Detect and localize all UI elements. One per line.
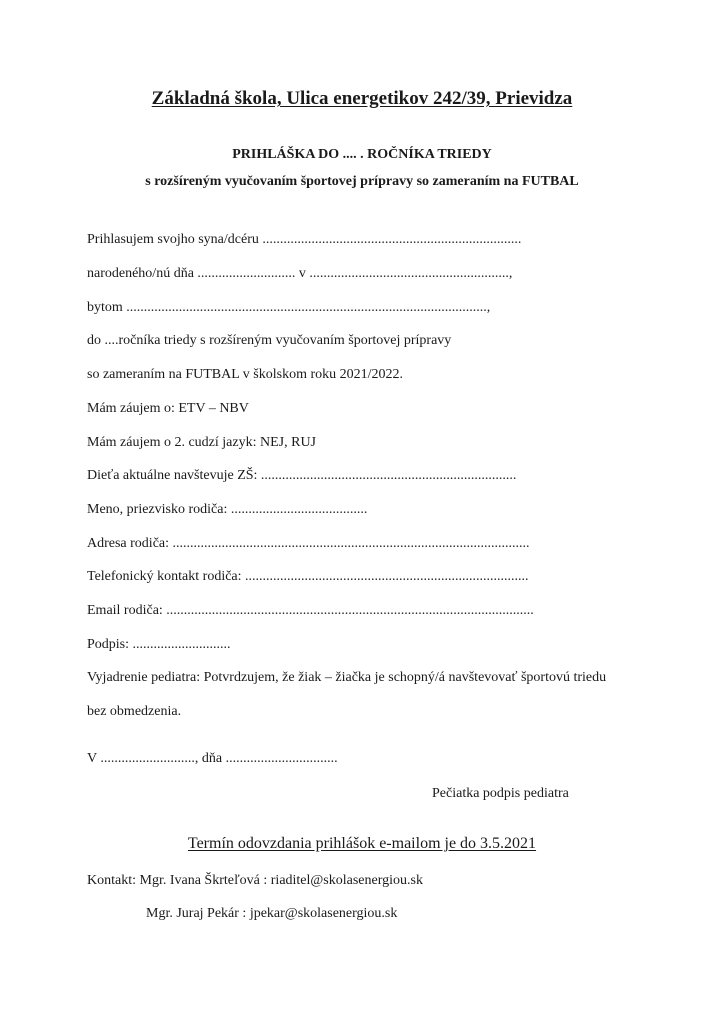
birth-line: narodeného/nú dňa ............................ v ........................................................., — [87, 266, 513, 281]
school-year-line: so zameraním na FUTBAL v školskom roku 2021/2022. — [87, 367, 404, 382]
current-school-line: Dieťa aktuálne navštevuje ZŠ: ......................................................................... — [87, 468, 517, 483]
child-name-line: Prihlasujem svojho syna/dcéru .......................................................................... — [87, 232, 522, 247]
school-title: Základná škola, Ulica energetikov 242/39, Prievidza — [151, 88, 573, 109]
deadline-notice: Termín odovzdania prihlášok e-mailom je do 3.5.2021 — [187, 835, 537, 852]
stamp-signature-label: Pečiatka podpis pediatra — [432, 786, 569, 801]
form-heading: PRIHLÁŠKA DO .... . ROČNÍKA TRIEDY — [232, 147, 492, 162]
pediatrician-statement-continued: bez obmedzenia. — [87, 704, 182, 719]
parent-email-line: Email rodiča: ......................................................................................................... — [87, 603, 534, 618]
signature-line: Podpis: ............................ — [87, 637, 231, 652]
grade-line: do ....ročníka triedy s rozšíreným vyučovaním športovej prípravy — [87, 333, 452, 348]
contact-secondary: Mgr. Juraj Pekár : jpekar@skolasenergiou.sk — [146, 906, 398, 921]
language-line: Mám záujem o 2. cudzí jazyk: NEJ, RUJ — [87, 435, 317, 450]
parent-name-line: Meno, priezvisko rodiča: ....................................... — [87, 502, 368, 517]
parent-address-line: Adresa rodiča: ...................................................................................................... — [87, 536, 530, 551]
contact-primary: Kontakt: Mgr. Ivana Škrteľová : riaditel@skolasenergiou.sk — [87, 873, 423, 888]
parent-phone-line: Telefonický kontakt rodiča: ................................................................................. — [87, 569, 529, 584]
pediatrician-statement-line: Vyjadrenie pediatra: Potvrdzujem, že žiak – žiačka je schopný/á navštevovať športovú triedu — [87, 670, 607, 685]
place-date-line: V ..........................., dňa ................................ — [87, 751, 338, 766]
ethics-religion-line: Mám záujem o: ETV – NBV — [87, 401, 249, 416]
form-subheading: s rozšíreným vyučovaním športovej prípravy so zameraním na FUTBAL — [145, 174, 579, 189]
residence-line: bytom ......................................................................................................., — [87, 300, 491, 315]
